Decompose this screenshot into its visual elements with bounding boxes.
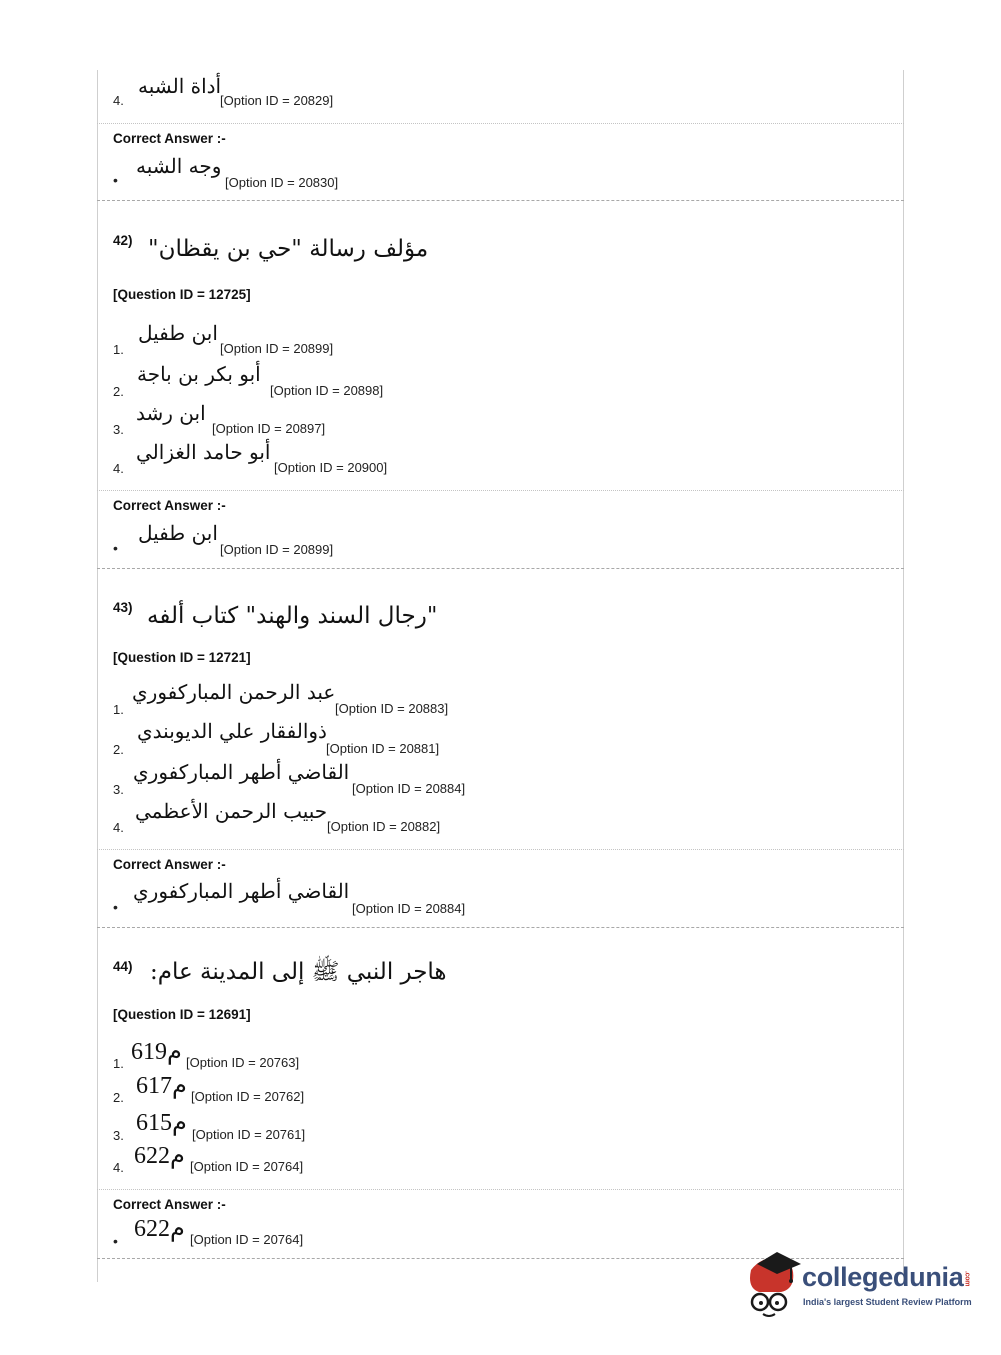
question-id: [Question ID = 12721] xyxy=(113,650,251,665)
option-id: [Option ID = 20762] xyxy=(191,1089,305,1104)
divider xyxy=(97,1189,904,1190)
answer-bullet: • xyxy=(113,540,118,556)
option-id: [Option ID = 20884] xyxy=(352,781,466,796)
option-id: [Option ID = 20897] xyxy=(212,421,326,436)
question-separator xyxy=(97,568,904,569)
question-text: "رجال السند والهند" كتاب ألفه xyxy=(147,603,438,629)
option-text: ابن طفيل xyxy=(138,321,218,345)
divider xyxy=(97,490,904,491)
option-id: [Option ID = 20829] xyxy=(220,93,334,108)
mascot-icon xyxy=(743,1250,805,1320)
divider xyxy=(97,123,904,124)
question-separator xyxy=(97,927,904,928)
option-number: 2. xyxy=(113,1090,124,1105)
option-text: 617م xyxy=(136,1073,187,1099)
option-number: 4. xyxy=(113,461,124,476)
option-number: 1. xyxy=(113,1056,124,1071)
question-text: مؤلف رسالة "حي بن يقظان" xyxy=(148,236,429,262)
answer-option-id: [Option ID = 20884] xyxy=(352,901,466,916)
option-id: [Option ID = 20883] xyxy=(335,701,449,716)
answer-text: القاضي أطهر المباركفوري xyxy=(133,879,350,903)
option-number: 4. xyxy=(113,820,124,835)
option-id: [Option ID = 20900] xyxy=(274,460,388,475)
option-text: القاضي أطهر المباركفوري xyxy=(133,760,350,784)
answer-text: وجه الشبه xyxy=(136,154,222,178)
option-text: 622م xyxy=(134,1143,185,1169)
option-number: 4. xyxy=(113,1160,124,1175)
option-number: 2. xyxy=(113,742,124,757)
option-text: حبيب الرحمن الأعظمي xyxy=(135,799,328,823)
logo-tagline: India's largest Student Review Platform xyxy=(803,1297,972,1307)
option-text: 619م xyxy=(131,1039,182,1065)
question-number: 43) xyxy=(113,600,133,615)
correct-answer-label: Correct Answer :- xyxy=(113,498,226,513)
question-number: 44) xyxy=(113,959,133,974)
option-text: أداة الشبه xyxy=(138,74,222,98)
answer-bullet: • xyxy=(113,172,118,188)
option-number: 1. xyxy=(113,342,124,357)
answer-option-id: [Option ID = 20764] xyxy=(190,1232,304,1247)
option-id: [Option ID = 20761] xyxy=(192,1127,306,1142)
answer-text: ابن طفيل xyxy=(138,521,218,545)
option-id: [Option ID = 20764] xyxy=(190,1159,304,1174)
option-number: 3. xyxy=(113,1128,124,1143)
answer-bullet: • xyxy=(113,1233,118,1249)
option-id: [Option ID = 20882] xyxy=(327,819,441,834)
question-separator xyxy=(97,200,904,201)
question-id: [Question ID = 12691] xyxy=(113,1007,251,1022)
option-text: أبو حامد الغزالي xyxy=(136,440,271,464)
option-number: 3. xyxy=(113,422,124,437)
question-text: هاجر النبي ﷺ إلى المدينة عام: xyxy=(150,959,447,985)
option-number: 3. xyxy=(113,782,124,797)
option-number: 2. xyxy=(113,384,124,399)
option-text: عبد الرحمن المباركفوري xyxy=(132,680,336,704)
option-number: 1. xyxy=(113,702,124,717)
option-id: [Option ID = 20899] xyxy=(220,341,334,356)
question-number: 42) xyxy=(113,233,133,248)
correct-answer-label: Correct Answer :- xyxy=(113,1197,226,1212)
answer-option-id: [Option ID = 20830] xyxy=(225,175,339,190)
option-id: [Option ID = 20881] xyxy=(326,741,440,756)
correct-answer-label: Correct Answer :- xyxy=(113,857,226,872)
option-text: أبو بكر بن باجة xyxy=(137,362,261,386)
answer-option-id: [Option ID = 20899] xyxy=(220,542,334,557)
answer-text: 622م xyxy=(134,1216,185,1242)
option-text: ابن رشد xyxy=(136,401,206,425)
question-id: [Question ID = 12725] xyxy=(113,287,251,302)
option-text: ذوالفقار علي الديوبندي xyxy=(137,719,327,743)
option-number: 4. xyxy=(113,93,124,108)
divider xyxy=(97,849,904,850)
answer-bullet: • xyxy=(113,899,118,915)
logo-wordmark: collegedunia.com xyxy=(802,1262,971,1292)
correct-answer-label: Correct Answer :- xyxy=(113,131,226,146)
option-text: 615م xyxy=(136,1110,187,1136)
option-id: [Option ID = 20898] xyxy=(270,383,384,398)
option-id: [Option ID = 20763] xyxy=(186,1055,300,1070)
